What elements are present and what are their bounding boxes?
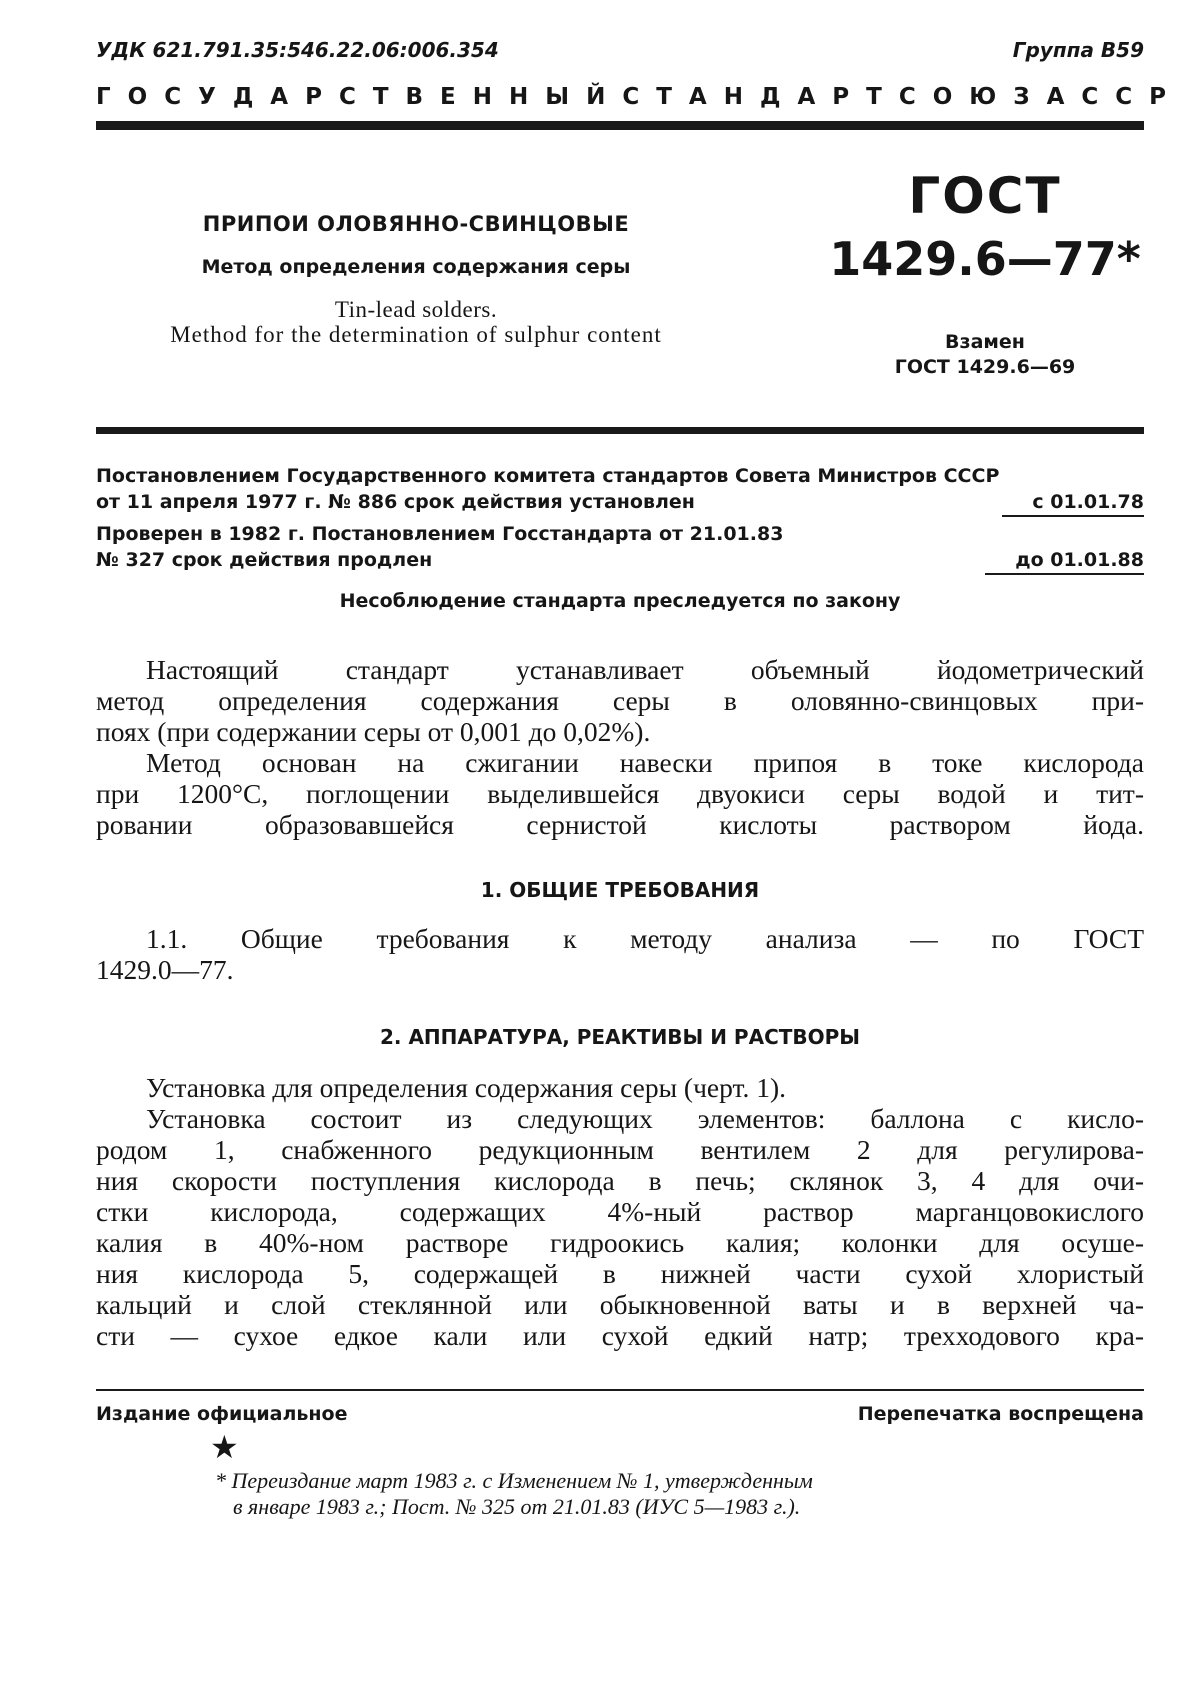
banner-word: СОЮЗА bbox=[898, 84, 1082, 110]
effective-date: с 01.01.78 bbox=[1002, 489, 1144, 517]
section2-paragraph bbox=[96, 1072, 1144, 1351]
state-standard-banner bbox=[96, 84, 1184, 110]
banner-word: СТАНДАРТ bbox=[622, 84, 899, 110]
star-icon: ★ bbox=[210, 1428, 239, 1466]
group-code: Группа В59 bbox=[1012, 38, 1144, 62]
footnote-line: * Переиздание март 1983 г. с Изменением № 1, утвержденным bbox=[215, 1468, 813, 1493]
section-heading: 1. ОБЩИЕ ТРЕБОВАНИЯ bbox=[480, 878, 760, 902]
text-line: Метод основан на сжигании навески припоя в токе кислорода bbox=[146, 747, 1144, 778]
decree-line bbox=[96, 521, 1144, 547]
decree-text: Проверен в 1982 г. Постановлением Госстандарта от 21.01.83 bbox=[96, 523, 784, 545]
text-line: Установка для определения содержания серы (черт. 1). bbox=[146, 1072, 786, 1103]
replaces-value: ГОСТ 1429.6—69 bbox=[894, 356, 1076, 378]
title-en: Tin-lead solders. bbox=[334, 297, 498, 322]
text-line: кальций и слой стеклянной или обыкновенной ваты и в верхней ча- bbox=[96, 1289, 1144, 1320]
decree-text: Постановлением Государственного комитета стандартов Совета Министров СССР bbox=[96, 465, 1000, 487]
text-line: ровании образовавшейся сернистой кислоты раствором йода. bbox=[96, 809, 1144, 840]
subtitle-ru: Метод определения содержания серы bbox=[201, 256, 631, 278]
footnote-line: в январе 1983 г.; Пост. № 325 от 21.01.83 (ИУС 5—1983 г.). bbox=[233, 1494, 801, 1519]
footnote bbox=[215, 1468, 813, 1520]
law-notice: Несоблюдение стандарта преследуется по закону bbox=[339, 590, 901, 612]
text-line: Настоящий стандарт устанавливает объемный йодометрический bbox=[146, 654, 1144, 685]
decree-line bbox=[96, 547, 1144, 575]
decree-line bbox=[96, 489, 1144, 517]
extended-date: до 01.01.88 bbox=[985, 547, 1144, 575]
text-line: Установка состоит из следующих элементов: баллона с кисло- bbox=[146, 1103, 1144, 1134]
text-line: родом 1, снабженного редукционным вентилем 2 для регулирова- bbox=[96, 1134, 1144, 1165]
text-line: 1429.0—77. bbox=[96, 954, 234, 985]
subtitle-en: Method for the determination of sulphur content bbox=[170, 322, 662, 347]
edition-label: Издание официальное bbox=[96, 1403, 348, 1425]
decree-text: от 11 апреля 1977 г. № 886 срок действия установлен bbox=[96, 491, 695, 513]
title-ru: ПРИПОИ ОЛОВЯННО-СВИНЦОВЫЕ bbox=[202, 212, 630, 236]
banner-word: ГОСУДАРСТВЕННЫЙ bbox=[96, 84, 623, 110]
gost-number: 1429.6—77* bbox=[829, 232, 1141, 286]
decree-line bbox=[96, 463, 1144, 489]
reprint-notice: Перепечатка воспрещена bbox=[857, 1403, 1144, 1425]
text-line: метод определения содержания серы в оловянно-свинцовых при- bbox=[96, 685, 1144, 716]
replaces-label: Взамен bbox=[945, 331, 1025, 353]
udk-code: УДК 621.791.35:546.22.06:006.354 bbox=[96, 38, 499, 62]
text-line: ния кислорода 5, содержащей в нижней части сухой хлористый bbox=[96, 1258, 1144, 1289]
text-line: стки кислорода, содержащих 4%-ный раствор марганцовокислого bbox=[96, 1196, 1144, 1227]
intro-paragraph bbox=[96, 654, 1144, 840]
decree-text: № 327 срок действия продлен bbox=[96, 549, 433, 571]
text-line: сти — сухое едкое кали или сухой едкий натр; трехходового кра- bbox=[96, 1320, 1144, 1351]
text-line: ния скорости поступления кислорода в печь; склянок 3, 4 для очи- bbox=[96, 1165, 1144, 1196]
section1-paragraph bbox=[96, 923, 1144, 985]
banner-word: ССР bbox=[1081, 84, 1184, 110]
text-line: при 1200°С, поглощении выделившейся двуокиси серы водой и тит- bbox=[96, 778, 1144, 809]
text-line: калия в 40%-ном растворе гидроокись калия; колонки для осуше- bbox=[96, 1227, 1144, 1258]
header-rule bbox=[96, 121, 1144, 130]
decree-block bbox=[96, 463, 1144, 575]
section-heading: 2. АППАРАТУРА, РЕАКТИВЫ И РАСТВОРЫ bbox=[379, 1025, 861, 1049]
gost-label: ГОСТ bbox=[908, 167, 1062, 225]
title-rule bbox=[96, 427, 1144, 434]
footer-rule bbox=[96, 1389, 1144, 1391]
text-line: поях (при содержании серы от 0,001 до 0,02%). bbox=[96, 716, 651, 747]
text-line: 1.1. Общие требования к методу анализа — по ГОСТ bbox=[146, 923, 1144, 954]
